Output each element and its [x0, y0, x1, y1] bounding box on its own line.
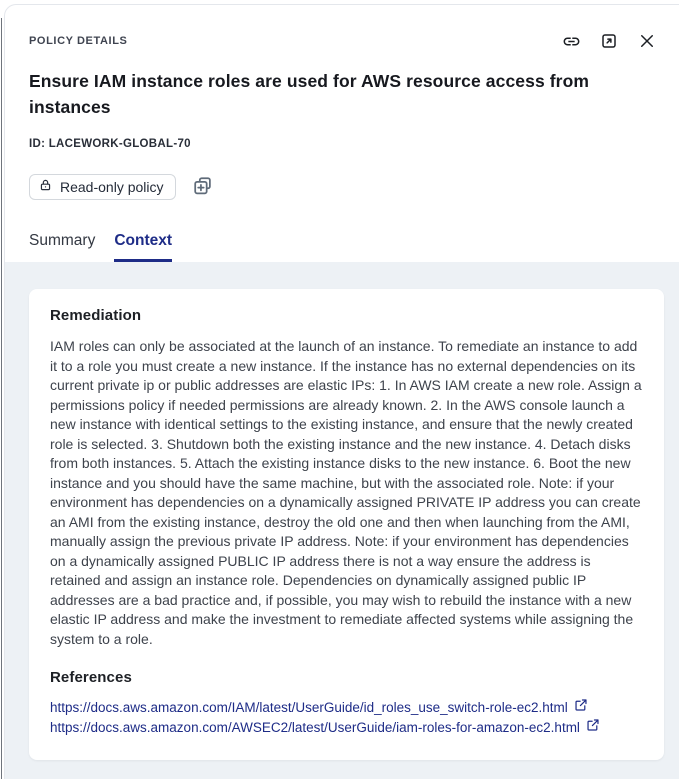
- context-tab-content: [5, 262, 679, 779]
- references-heading: References: [50, 669, 132, 686]
- tab-summary[interactable]: Summary: [29, 232, 95, 262]
- clone-policy-button[interactable]: [192, 175, 214, 200]
- remediation-card: [29, 289, 664, 760]
- clone-plus-icon: [192, 175, 214, 200]
- reference-link-row: [50, 718, 643, 738]
- readonly-badge-label: Read-only policy: [60, 178, 164, 195]
- reference-link-1[interactable]: https://docs.aws.amazon.com/IAM/latest/UserGuide/id_roles_use_switch-role-ec2.html: [50, 700, 568, 715]
- panel-eyebrow-label: POLICY DETAILS: [29, 35, 128, 47]
- external-link-icon[interactable]: [574, 698, 588, 718]
- policy-details-panel: [4, 4, 679, 779]
- close-icon: [638, 32, 656, 50]
- policy-title: Ensure IAM instance roles are used for AWS resource access from instances: [29, 71, 590, 117]
- reference-link-2[interactable]: https://docs.aws.amazon.com/AWSEC2/latest/UserGuide/iam-roles-for-amazon-ec2.html: [50, 720, 580, 735]
- tab-bar: [29, 232, 659, 262]
- lock-icon: [39, 178, 52, 195]
- reference-link-row: [50, 698, 643, 718]
- reference-links: [50, 698, 643, 738]
- tab-context[interactable]: Context: [114, 232, 172, 262]
- panel-header: [5, 5, 679, 262]
- header-action-icons: [559, 29, 659, 53]
- open-in-new-button[interactable]: [597, 29, 621, 53]
- external-link-icon[interactable]: [586, 718, 600, 738]
- copy-link-button[interactable]: [559, 29, 583, 53]
- link-icon: [562, 32, 581, 51]
- policy-id: ID: LACEWORK-GLOBAL-70: [29, 138, 191, 150]
- close-button[interactable]: [635, 29, 659, 53]
- remediation-heading: Remediation: [50, 307, 142, 324]
- open-in-new-icon: [600, 32, 618, 50]
- readonly-policy-badge: [29, 174, 176, 200]
- remediation-body: IAM roles can only be associated at the launch of an instance. To remediate an instance to add it to a role you must create a new instance. If the instance has no external dependencies on its current private ip or public addresses are elastic IPs: 1. In AWS IAM create a new role. Assign a permissions policy if needed permissions are already known. 2. In the AWS console launch a new instance with identical settings to the existing instance, and ensure that the newly created role is selected. 3. Shutdown both the existing instance and the new instance. 4. Detach disks from both instances. 5. Attach the existing instance disks to the new instance. 6. Boot the new instance and you should have the same machine, but with the associated role. Note: if your environment has dependencies on a dynamically assigned PRIVATE IP address you can create an AMI from the existing instance, destroy the old one and then when launching from the AMI, manually assign the previous private IP address. Note: if your environment has dependencies on a dynamically assigned PUBLIC IP address there is not a way ensure the address is retained and assign an instance role. Dependencies on dynamically assigned public IP addresses are a bad practice and, if possible, you may wish to rebuild the instance with a new elastic IP address and make the investment to remediate affected systems while assigning the system to a role.: [50, 338, 642, 647]
- background-page-edge: [1, 18, 2, 779]
